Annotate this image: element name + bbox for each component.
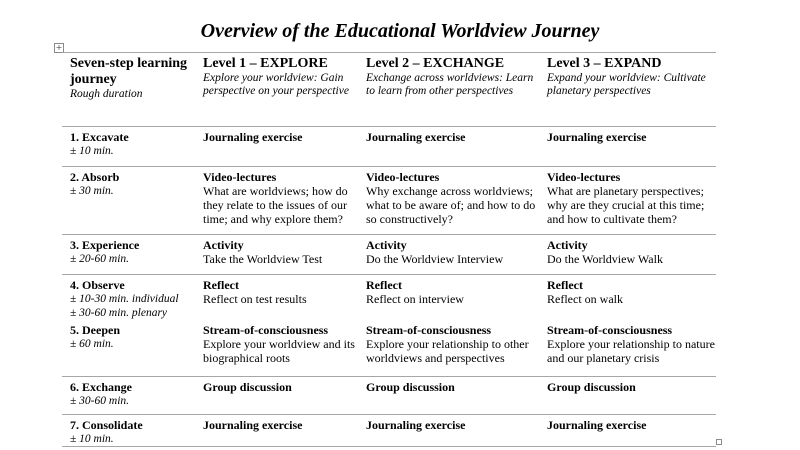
activity-description: Take the Worldview Test bbox=[203, 252, 323, 266]
activity-title: Video-lectures bbox=[203, 170, 277, 184]
header-steps-sub: Rough duration bbox=[70, 88, 143, 100]
step-name: 3. Experience bbox=[70, 238, 140, 252]
activity-title: Group discussion bbox=[203, 379, 292, 394]
step-name: 5. Deepen bbox=[70, 323, 120, 337]
header-steps-title: Seven-step learning journey bbox=[70, 56, 188, 87]
activity-title: Journaling exercise bbox=[366, 130, 466, 144]
step-duration: ± 30 min. bbox=[70, 185, 114, 197]
table-move-handle-icon[interactable]: + bbox=[55, 43, 63, 52]
header-level-sub: Exchange across worldviews: Learn to learn from other perspectives bbox=[366, 72, 534, 97]
step-name: 2. Absorb bbox=[70, 170, 120, 184]
activity-description: Explore your worldview and its biographical roots bbox=[203, 337, 355, 365]
activity-title: Journaling exercise bbox=[547, 417, 647, 432]
activity-cell bbox=[358, 275, 539, 321]
activity-title: Video-lectures bbox=[547, 170, 621, 184]
activity-cell bbox=[539, 275, 716, 321]
activity-title: Stream-of-consciousness bbox=[547, 323, 673, 337]
activity-description: Explore your relationship to other worldviews and perspectives bbox=[366, 337, 529, 365]
activity-cell bbox=[539, 127, 716, 167]
activity-cell bbox=[358, 414, 539, 446]
activity-title: Journaling exercise bbox=[203, 130, 303, 144]
journey-table bbox=[62, 52, 716, 447]
activity-title: Activity bbox=[547, 238, 588, 252]
table-row bbox=[62, 414, 716, 446]
step-cell bbox=[62, 320, 195, 376]
activity-cell bbox=[539, 235, 716, 275]
activity-description: Do the Worldview Walk bbox=[547, 252, 663, 266]
activity-cell bbox=[195, 275, 358, 321]
step-cell bbox=[62, 376, 195, 414]
table-row bbox=[62, 235, 716, 275]
activity-cell bbox=[195, 376, 358, 414]
step-duration: ± 30-60 min. bbox=[70, 394, 130, 407]
activity-cell bbox=[195, 414, 358, 446]
step-name: 6. Exchange bbox=[70, 379, 133, 394]
activity-description: What are worldviews; how do they relate to the issues of our time; and why explore them? bbox=[203, 184, 348, 226]
step-duration: ± 20-60 min. bbox=[70, 253, 130, 265]
table-row bbox=[62, 275, 716, 321]
header-cell-level-1 bbox=[195, 53, 358, 127]
activity-title: Stream-of-consciousness bbox=[366, 323, 492, 337]
step-duration-secondary: ± 30-60 min. plenary bbox=[70, 307, 168, 319]
page-title: Overview of the Educational Worldview Journey bbox=[200, 20, 600, 42]
activity-title: Video-lectures bbox=[366, 170, 440, 184]
activity-title: Journaling exercise bbox=[203, 417, 303, 432]
activity-description: Reflect on walk bbox=[547, 292, 623, 306]
header-cell-level-3 bbox=[539, 53, 716, 127]
activity-description: Explore your relationship to nature and our planetary crisis bbox=[547, 337, 715, 365]
activity-cell bbox=[539, 167, 716, 235]
step-name: 7. Consolidate bbox=[70, 417, 143, 432]
activity-cell bbox=[195, 127, 358, 167]
table-header-row bbox=[62, 53, 716, 127]
activity-title: Reflect bbox=[203, 278, 239, 292]
activity-description: Do the Worldview Interview bbox=[366, 252, 504, 266]
activity-title: Activity bbox=[203, 238, 244, 252]
activity-cell bbox=[539, 320, 716, 376]
activity-description: Reflect on interview bbox=[366, 292, 464, 306]
activity-title: Reflect bbox=[547, 278, 583, 292]
step-cell bbox=[62, 275, 195, 321]
header-cell-level-2 bbox=[358, 53, 539, 127]
activity-cell bbox=[195, 235, 358, 275]
step-duration: ± 60 min. bbox=[70, 338, 114, 350]
activity-cell bbox=[358, 167, 539, 235]
step-cell bbox=[62, 235, 195, 275]
activity-cell bbox=[358, 235, 539, 275]
header-cell-steps bbox=[62, 53, 195, 127]
header-level-sub: Explore your worldview: Gain perspective on your perspective bbox=[203, 72, 349, 97]
activity-cell bbox=[358, 376, 539, 414]
step-name: 4. Observe bbox=[70, 278, 125, 292]
activity-description: What are planetary perspectives; why are they crucial at this time; and how to cultivate them? bbox=[547, 184, 705, 226]
table-row bbox=[62, 376, 716, 414]
step-duration: ± 10-30 min. individual bbox=[70, 293, 179, 305]
step-cell bbox=[62, 127, 195, 167]
activity-cell bbox=[195, 320, 358, 376]
step-cell bbox=[62, 167, 195, 235]
activity-title: Reflect bbox=[366, 278, 402, 292]
header-level-sub: Expand your worldview: Cultivate planetary perspectives bbox=[547, 72, 706, 97]
activity-cell bbox=[358, 320, 539, 376]
activity-cell bbox=[358, 127, 539, 167]
activity-description: Reflect on test results bbox=[203, 292, 307, 306]
table-row bbox=[62, 127, 716, 167]
activity-cell bbox=[539, 414, 716, 446]
activity-title: Group discussion bbox=[366, 379, 455, 394]
table-row bbox=[62, 167, 716, 235]
header-level-title: Level 3 – EXPAND bbox=[547, 56, 662, 71]
activity-title: Journaling exercise bbox=[366, 417, 466, 432]
step-duration: ± 10 min. bbox=[70, 145, 114, 157]
step-duration: ± 10 min. bbox=[70, 432, 114, 445]
activity-cell bbox=[195, 167, 358, 235]
activity-cell bbox=[539, 376, 716, 414]
activity-title: Group discussion bbox=[547, 379, 636, 394]
activity-title: Journaling exercise bbox=[547, 130, 647, 144]
step-cell bbox=[62, 414, 195, 446]
header-level-title: Level 1 – EXPLORE bbox=[203, 56, 328, 71]
step-name: 1. Excavate bbox=[70, 130, 129, 144]
table-row bbox=[62, 320, 716, 376]
activity-description: Why exchange across worldviews; what to be aware of; and how to do so constructively? bbox=[366, 184, 536, 226]
table-resize-handle[interactable] bbox=[716, 439, 722, 445]
activity-title: Stream-of-consciousness bbox=[203, 323, 329, 337]
header-level-title: Level 2 – EXCHANGE bbox=[366, 56, 505, 71]
activity-title: Activity bbox=[366, 238, 407, 252]
